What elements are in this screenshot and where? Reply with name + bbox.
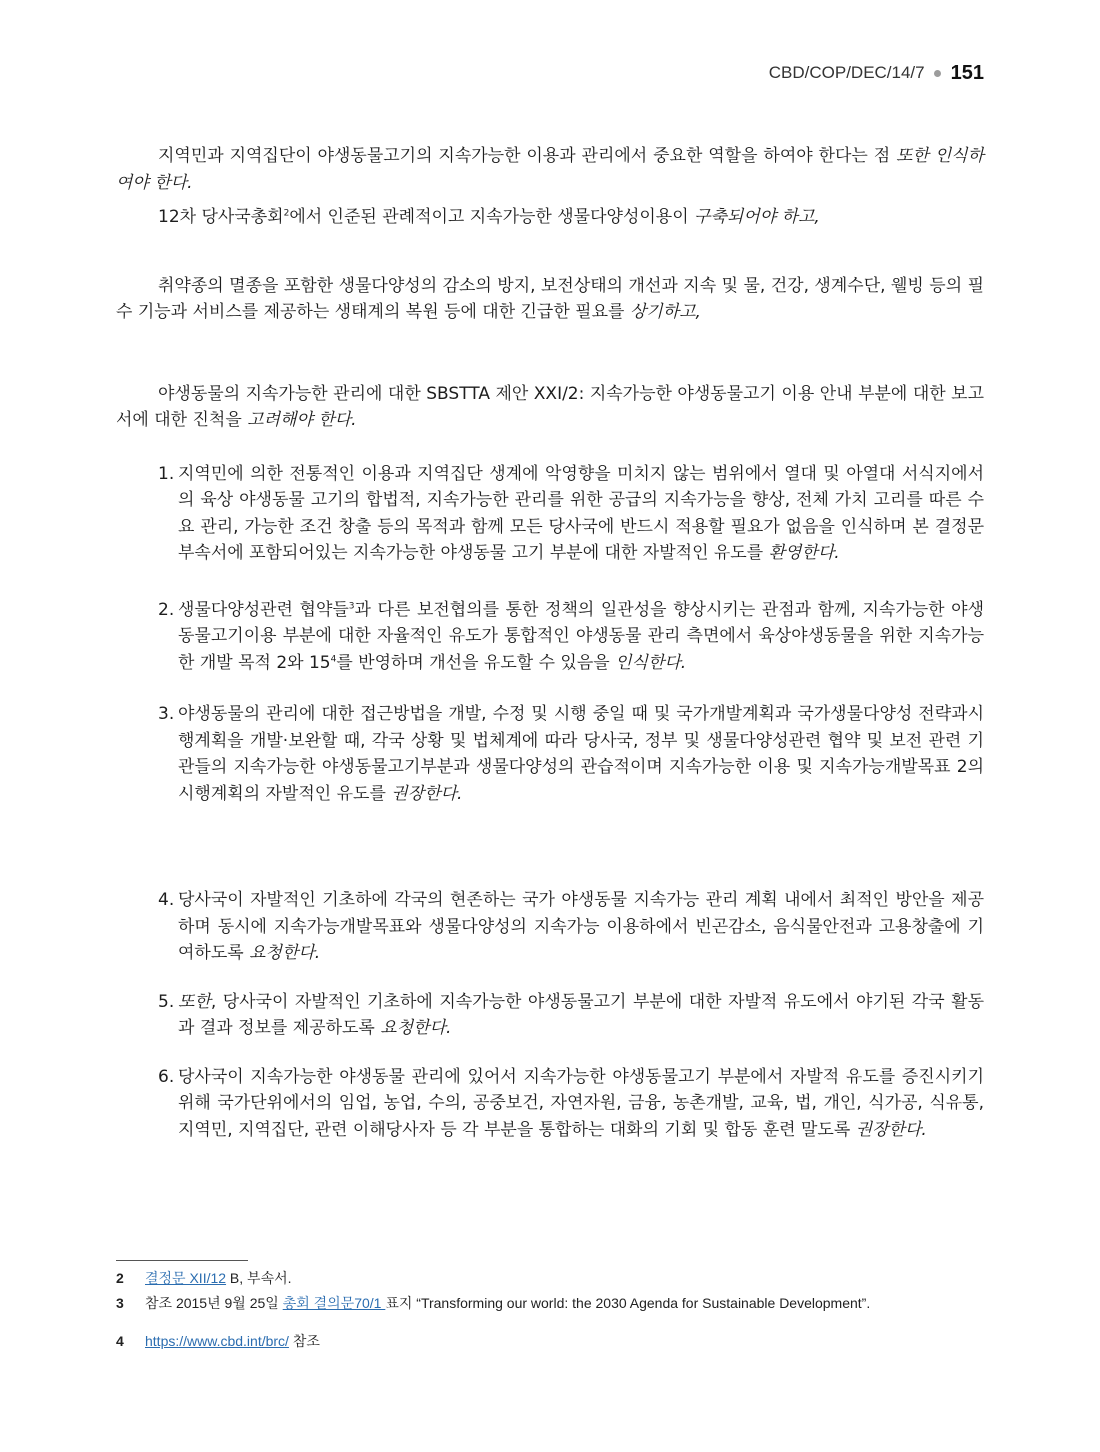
- bullet-dot-icon: [934, 70, 941, 77]
- item-text: 과 다른 보전협의를 통한 정책의 일관성을 향상시키는 관점과 함께, 지속가능한 야생동물고기이용 부분에 대한 자율적인 유도가 통합적인 야생동물 관리 측면에서 육상야생동물을 위한 지속가능한 개발 목적 2와 15: [178, 599, 984, 673]
- operative-phrase: 또한: [178, 991, 211, 1012]
- list-item-2: [116, 597, 984, 677]
- preamble-paragraph-2: [116, 204, 984, 231]
- footnote-text-tail: B, 부속서.: [226, 1270, 292, 1286]
- footnote-text: [145, 1293, 870, 1313]
- item-text: 야생동물의 관리에 대한 접근방법을 개발, 수정 및 시행 중일 때 및 국가개발계획과 국가생물다양성 전략과시행계획을 개발·보완할 때, 각국 상황 및 법체계에 따라 당사국, 정부 및 생물다양성관련 협약 및 보전 관련 기관들의 지속가능한 야생동물고기부분과 생물다양성의 관습적이며 지속가능한 이용 및 지속가능개발목표 2의 시행계획의 자발적인 유도를: [178, 704, 984, 804]
- item-text: 당사국이 자발적인 기초하에 각국의 현존하는 국가 야생동물 지속가능 관리 계획 내에서 최적인 방안을 제공하며 동시에 지속가능개발목표와 생물다양성의 지속가능 이용하에서 빈곤감소, 음식물안전과 고용창출에 기여하도록: [178, 890, 984, 963]
- preamble-paragraph-1: [116, 143, 984, 196]
- paragraph-text: 지역민과 지역집단이 야생동물고기의 지속가능한 이용과 관리에서 중요한 역할을 하여야 한다는 점: [158, 146, 896, 166]
- footnote-2: [116, 1268, 984, 1288]
- footnote-link[interactable]: 결정문 XII/12: [145, 1270, 227, 1286]
- footnote-text: [145, 1331, 320, 1351]
- paragraph-text: 12차 당사국총회: [158, 207, 284, 227]
- list-item-3: [116, 701, 984, 807]
- preamble-paragraph-3: [116, 273, 984, 326]
- page-number: 151: [950, 62, 984, 84]
- document-code: CBD/COP/DEC/14/7: [768, 63, 925, 82]
- list-item-1: [116, 461, 984, 567]
- operative-phrase: 권장한다.: [391, 783, 463, 804]
- footnote-divider: [116, 1260, 248, 1261]
- operative-phrase: 또한 인식하여야 한다.: [116, 146, 984, 193]
- footnote-text-tail: 참조: [288, 1333, 320, 1349]
- operative-phrase: 인식한다.: [615, 652, 687, 673]
- operative-phrase: 요청한다.: [380, 1018, 452, 1038]
- footnote-link[interactable]: https://www.cbd.int/brc/: [145, 1333, 289, 1349]
- operative-phrase: 고려해야 한다.: [247, 410, 357, 430]
- operative-phrase: 환영한다.: [768, 543, 840, 563]
- list-number: 5.: [158, 991, 175, 1012]
- list-number: 6.: [158, 1066, 175, 1087]
- page-header: [769, 60, 984, 87]
- list-item-4: [116, 887, 984, 967]
- list-number: 4.: [158, 890, 175, 910]
- paragraph-text: 취약종의 멸종을 포함한 생물다양성의 감소의 방지, 보전상태의 개선과 지속 및 물, 건강, 생계수단, 웰빙 등의 필수 기능과 서비스를 제공하는 생태계의 복원 등에 대한 긴급한 필요를: [116, 275, 984, 322]
- item-text: , 당사국이 자발적인 기초하에 지속가능한 야생동물고기 부분에 대한 자발적 유도에서 야기된 각국 활동과 결과 정보를 제공하도록: [178, 991, 984, 1038]
- footnote-number: 2: [116, 1270, 124, 1286]
- operative-list: [116, 461, 984, 1144]
- preamble-paragraph-4: [116, 381, 984, 434]
- operative-phrase: 권장한다.: [855, 1119, 927, 1140]
- item-text: 를 반영하며 개선을 유도할 수 있음을: [336, 652, 616, 673]
- list-number: 2.: [158, 599, 175, 620]
- footnote-ref-4[interactable]: 4: [330, 653, 337, 664]
- footnote-4: [116, 1331, 984, 1351]
- operative-phrase: 구축되어야 하고,: [694, 207, 820, 227]
- list-number: 1.: [158, 463, 175, 484]
- list-item-6: [116, 1064, 984, 1144]
- footnote-link[interactable]: 총회 결의문70/1: [282, 1295, 386, 1311]
- footnote-ref-2[interactable]: 2: [283, 208, 290, 219]
- item-text: 생물다양성관련 협약들: [178, 599, 349, 620]
- footnote-text-tail: 표지 “Transforming our world: the 2030 Agenda for Sustainable Development”.: [385, 1295, 871, 1311]
- list-item-5: [116, 989, 984, 1042]
- document-body: [116, 143, 984, 1143]
- footnote-number: 4: [116, 1333, 124, 1349]
- footnote-number: 3: [116, 1295, 124, 1311]
- operative-phrase: 요청한다.: [249, 943, 321, 963]
- footnote-text-head: 참조 2015년 9월 25일: [145, 1295, 283, 1311]
- footnote-3: [116, 1293, 984, 1313]
- operative-phrase: 상기하고,: [629, 302, 701, 322]
- list-number: 3.: [158, 704, 175, 724]
- item-text: 지역민에 의한 전통적인 이용과 지역집단 생계에 악영향을 미치지 않는 범위에서 열대 및 아열대 서식지에서의 육상 야생동물 고기의 합법적, 지속가능한 관리를 위한 공급의 지속가능을 향상, 전체 가치 고리를 따른 수요 관리, 가능한 조건 창출 등의 목적과 함께 모든 당사국에 반드시 적용할 필요가 없음을 인식하며 본 결정문 부속서에 포함되어있는 지속가능한 야생동물 고기 부분에 대한 자발적인 유도를: [178, 463, 984, 563]
- paragraph-text: 에서 인준된 관례적이고 지속가능한 생물다양성이용이: [289, 207, 695, 227]
- footnotes: [116, 1260, 984, 1356]
- paragraph-text: 야생동물의 지속가능한 관리에 대한 SBSTTA 제안 XXI/2: 지속가능한 야생동물고기 이용 안내 부분에 대한 보고서에 대한 진척을: [116, 383, 984, 430]
- footnote-text: [145, 1268, 292, 1288]
- item-text: 당사국이 지속가능한 야생동물 관리에 있어서 지속가능한 야생동물고기 부분에서 자발적 유도를 증진시키기 위해 국가단위에서의 임업, 농업, 수의, 공중보건, 자연자원, 금융, 농촌개발, 교육, 법, 개인, 식가공, 식유통, 지역민, 지역집단, 관련 이해당사자 등 각 부분을 통합하는 대화의 기회 및 합동 훈련 말도록: [178, 1066, 984, 1140]
- footnote-ref-3[interactable]: 3: [348, 600, 355, 611]
